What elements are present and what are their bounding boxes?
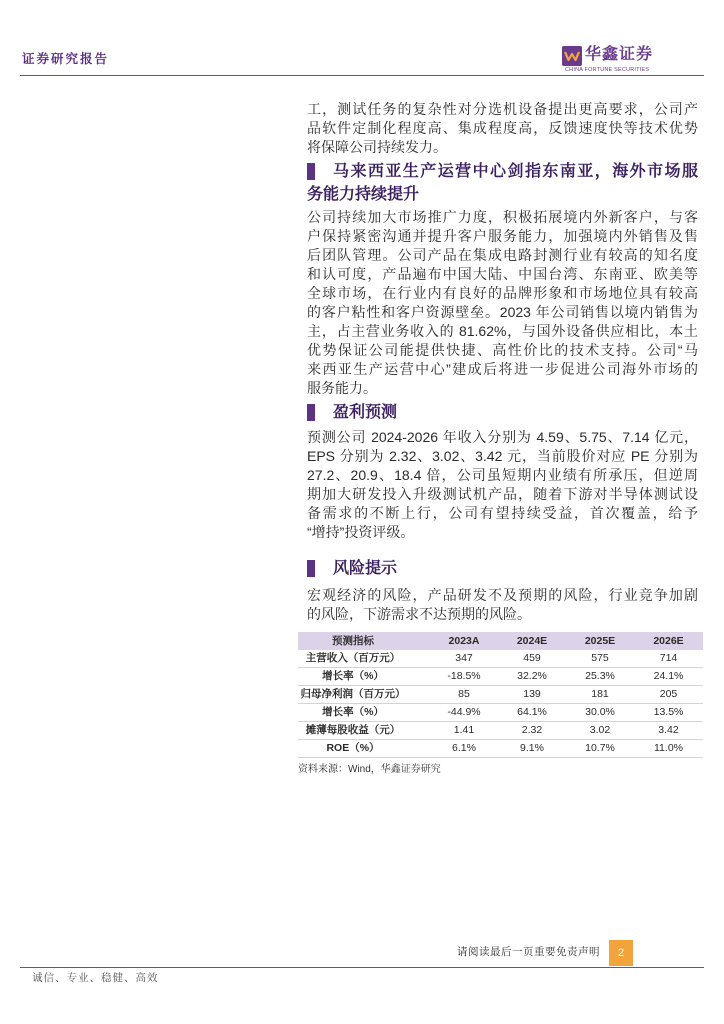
footer-divider [20,967,704,968]
paragraph-line: 宏观经济的风险，产品研发不及预期的风险，行业竞争加剧 [307,587,698,603]
table-cell: 139 [523,688,541,700]
table-cell: 85 [458,688,470,700]
section-title-line: 马来西亚生产运营中心剑指东南亚，海外市场服 [333,163,698,180]
table-cell: 575 [591,652,609,664]
paragraph-line: 的客户粘性和客户资源壁垒。2023 年公司销售以境内销售为 [307,304,698,320]
table-cell: 32.2% [517,670,547,682]
table-cell: 3.42 [658,724,679,736]
forecast-table [298,632,703,758]
table-cell: -18.5% [447,670,481,682]
table-row-label: 摊薄每股收益（元） [305,724,401,736]
table-row [298,650,703,668]
table-cell: 6.1% [452,742,476,754]
table-cell: 1.41 [453,724,475,736]
table-cell: 10.7% [585,742,615,754]
table-row-label: 增长率（%） [322,670,384,682]
table-row [298,668,703,686]
report-type-label: 证券研究报告 [22,52,110,66]
table-source-note: 资料来源：Wind，华鑫证券研究 [298,764,441,775]
paragraph-line: 备需求的不断上行，公司有望持续受益，首次覆盖，给予 [307,505,698,521]
section-heading-earnings-forecast [307,401,698,424]
table-header-row [298,632,703,650]
table-cell: 205 [659,688,678,700]
table-cell: 64.1% [517,706,547,718]
heading-bar-marker [307,163,315,180]
heading-bar-marker [307,560,315,577]
table-row [298,704,703,722]
intro-paragraph [307,100,698,157]
paragraph-line: 和认可度，产品遍布中国大陆、中国台湾、东南亚、欧美等 [307,266,698,282]
section-heading-risk-warning [307,557,698,580]
paragraph-line: 服务能力。 [307,380,377,396]
paragraph-line: 优势保证公司能提供快捷、高性价比的技术支持。公司“马 [307,342,698,358]
main-content [298,100,698,777]
paragraph-line: 预测公司 2024-2026 年收入分别为 4.59、5.75、7.14 亿元， [307,429,698,445]
huaxin-logo-icon [562,46,582,66]
table-header-cell: 2025E [584,635,616,647]
table-cell: 459 [523,652,541,664]
table-cell: 714 [659,652,678,664]
section-title-line: 盈利预测 [333,404,398,421]
section-title-line: 风险提示 [333,560,398,577]
paragraph-line: 来西亚生产运营中心”建成后将进一步促进公司海外市场的 [307,361,698,377]
table-header-cell: 预测指标 [332,635,374,647]
company-motto: 诚信、专业、稳健、高效 [32,972,159,984]
table-row [298,740,703,758]
section-paragraph-risk-warning [307,586,698,624]
table-row [298,686,703,704]
table-row [298,722,703,740]
table-cell: 181 [591,688,609,700]
logo-subtitle: CHINA FORTUNE SECURITIES [565,67,650,73]
paragraph-line: 公司持续加大市场推广力度，积极拓展境内外新客户，与客 [307,209,698,225]
table-cell: 13.5% [653,706,684,718]
table-row-label: 主营收入（百万元） [305,652,401,664]
paragraph-line: 工，测试任务的复杂性对分选机设备提出更高要求，公司产 [307,101,698,117]
section-paragraph-overseas [307,208,698,398]
table-cell: 347 [455,652,473,664]
table-cell: 30.0% [585,706,615,718]
table-row-label: ROE（%） [326,742,380,754]
table-cell: 25.3% [585,670,615,682]
table-cell: -44.9% [447,706,481,718]
page-number: 2 [609,940,633,966]
paragraph-line: 后团队管理。公司产品在集成电路封测行业有较高的知名度 [307,247,698,263]
table-row-label: 归母净利润（百万元） [300,688,406,700]
table-header-cell: 2024E [516,635,548,647]
logo-name: 华鑫证券 [585,46,654,63]
header-divider [20,75,704,76]
table-cell: 2.32 [521,724,543,736]
table-cell: 9.1% [520,742,544,754]
paragraph-line: EPS 分别为 2.32、3.02、3.42 元，当前股价对应 PE 分别为 [307,448,698,464]
paragraph-line: 将保障公司持续发力。 [307,139,447,155]
paragraph-line: 的风险，下游需求不达预期的风险。 [307,606,531,622]
table-header-cell: 2023A [448,635,480,647]
table-header-cell: 2026E [653,635,684,647]
section-heading-overseas [307,160,698,206]
paragraph-line: 户保持紧密沟通并提升客户服务能力，加强境内外销售及售 [307,228,698,244]
section-paragraph-earnings-forecast [307,428,698,542]
table-cell: 11.0% [654,742,683,754]
paragraph-line: 品软件定制化程度高、集成程度高，反馈速度快等技术优势 [307,120,698,136]
paragraph-line: “增持”投资评级。 [307,524,415,540]
paragraph-line: 27.2、20.9、18.4 倍，公司虽短期内业绩有所承压，但逆周 [307,467,698,483]
table-cell: 24.1% [653,670,684,682]
paragraph-line: 全球市场，在行业内有良好的品牌形象和市场地位具有较高 [307,285,698,301]
table-cell: 3.02 [589,724,611,736]
table-row-label: 增长率（%） [322,706,384,718]
company-logo [562,44,658,74]
paragraph-line: 期加大研发投入升级测试机产品，随着下游对半导体测试设 [307,486,698,502]
section-title-line: 务能力持续提升 [307,186,420,203]
paragraph-line: 主，占主营业务收入的 81.62%，与国外设备供应相比，本土 [307,323,698,339]
heading-bar-marker [307,404,315,421]
disclaimer-note: 请阅读最后一页重要免责声明 [457,946,600,958]
